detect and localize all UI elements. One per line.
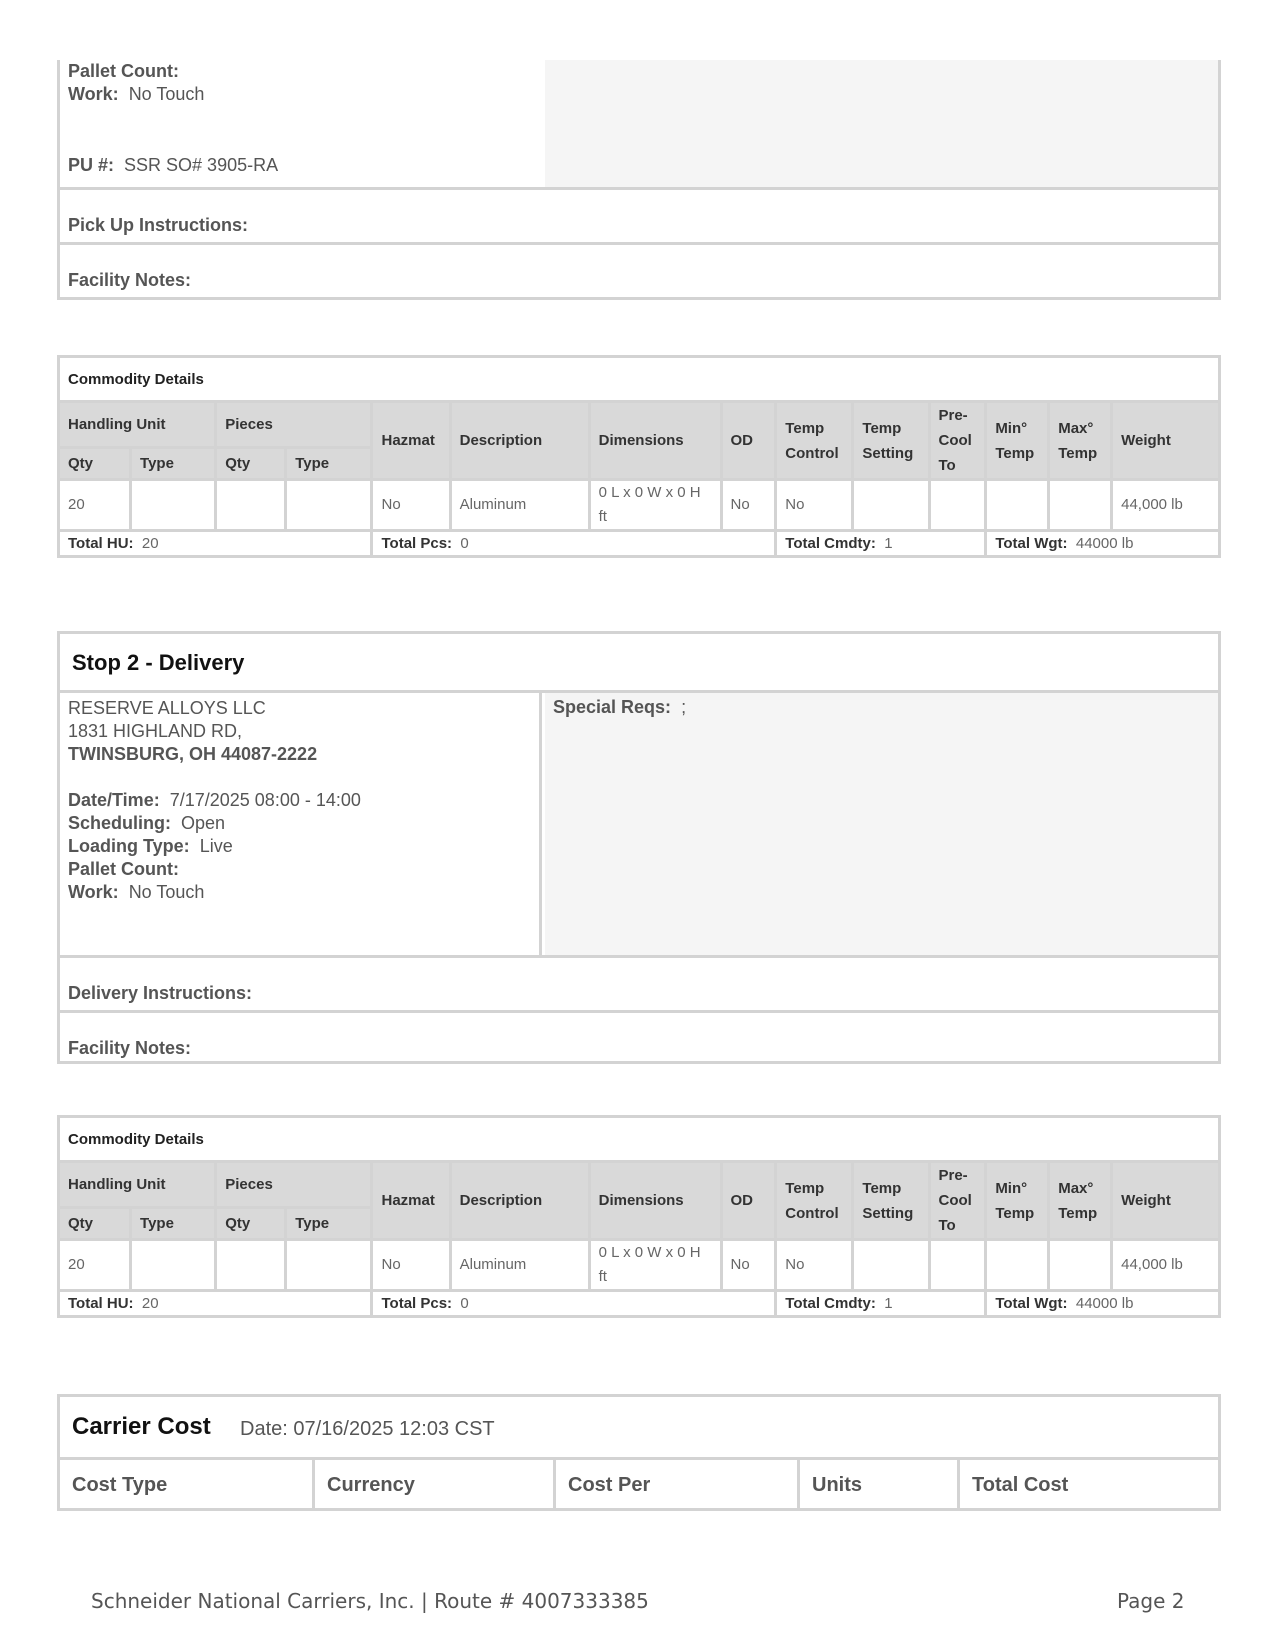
pallet-count-label: Pallet Count:: [68, 61, 179, 81]
work-line: [68, 881, 531, 904]
hazmat-cell: No: [372, 480, 450, 531]
weight-header: Weight: [1112, 402, 1220, 480]
dimensions-header: Dimensions: [589, 1162, 721, 1240]
datetime-label: Date/Time:: [68, 790, 160, 810]
address-line: 1831 HIGHLAND RD,: [68, 721, 243, 741]
stop2-section: [57, 631, 1221, 1064]
loading-value: Live: [199, 836, 233, 856]
stop1-special-panel: [545, 60, 1218, 187]
units-header: Units: [800, 1460, 960, 1511]
total-hu-value: 20: [141, 535, 159, 552]
special-reqs-value: ;: [681, 697, 687, 717]
scheduling-value: Open: [181, 813, 226, 833]
hu-type-header: Type: [131, 1208, 216, 1240]
od-cell: No: [721, 480, 776, 531]
commodity-table-2: [57, 1115, 1221, 1318]
pickup-instructions-label: Pick Up Instructions:: [68, 215, 249, 235]
pieces-header: Pieces: [216, 1162, 372, 1208]
currency-header: Currency: [315, 1460, 556, 1511]
total-pcs-value: 0: [460, 535, 469, 552]
pc-qty-cell: [216, 1240, 286, 1291]
temp-control-header: Temp Control: [776, 402, 853, 480]
total-cost-header: Total Cost: [972, 1474, 1069, 1496]
dimensions-cell: 0 L x 0 W x 0 H ft: [589, 480, 721, 531]
pc-type-header: Type: [286, 448, 372, 480]
total-pcs-value: 0: [460, 1295, 469, 1312]
od-header: OD: [721, 1162, 776, 1240]
cost-per-header: Cost Per: [556, 1460, 800, 1511]
od-cell: No: [721, 1240, 776, 1291]
dimensions-cell: 0 L x 0 W x 0 H ft: [589, 1240, 721, 1291]
table-row: [59, 1240, 1220, 1291]
spacer: [68, 766, 531, 789]
hu-type-header: Type: [131, 448, 216, 480]
total-wgt: [986, 531, 1220, 557]
hu-qty-cell: 20: [59, 1240, 131, 1291]
description-cell: Aluminum: [450, 480, 589, 531]
datetime-value: 7/17/2025 08:00 - 14:00: [169, 790, 361, 810]
description-header: Description: [450, 402, 589, 480]
hazmat-cell: No: [372, 1240, 450, 1291]
work-line: [68, 83, 550, 106]
facility-notes-label: Facility Notes:: [68, 1038, 192, 1058]
pc-qty-cell: [216, 480, 286, 531]
total-cmdty-label: Total Cmdty:: [785, 535, 876, 552]
pu-value: SSR SO# 3905-RA: [124, 155, 279, 175]
temp-control-cell: No: [776, 1240, 853, 1291]
weight-cell: 44,000 lb: [1112, 480, 1220, 531]
commodity-title: Commodity Details: [59, 1117, 1220, 1162]
min-temp-header: Min° Temp: [986, 402, 1049, 480]
precool-cell: [929, 1240, 986, 1291]
facility-notes-row: [60, 242, 1218, 297]
temp-setting-cell: [853, 1240, 929, 1291]
stop2-title: Stop 2 - Delivery: [72, 650, 245, 675]
total-wgt-label: Total Wgt:: [995, 535, 1068, 552]
pallet-count-line: [68, 858, 531, 881]
page-number: Page 2: [1117, 1589, 1185, 1613]
hazmat-header: Hazmat: [372, 1162, 450, 1240]
pc-qty-header: Qty: [216, 1208, 286, 1240]
temp-setting-cell: [853, 480, 929, 531]
min-temp-cell: [986, 1240, 1049, 1291]
work-value: No Touch: [128, 882, 205, 902]
max-temp-cell: [1049, 1240, 1112, 1291]
max-temp-cell: [1049, 480, 1112, 531]
footer-company-route: Schneider National Carriers, Inc. | Route # 4007333385: [91, 1589, 649, 1613]
hu-qty-header: Qty: [59, 448, 131, 480]
total-cmdty-value: 1: [884, 535, 893, 552]
pallet-count-line: [68, 60, 550, 83]
temp-control-cell: No: [776, 480, 853, 531]
dimensions-header: Dimensions: [589, 402, 721, 480]
total-hu-label: Total HU:: [68, 535, 134, 552]
city-state-zip: TWINSBURG, OH 44087-2222: [68, 744, 318, 764]
loading-label: Loading Type:: [68, 836, 190, 856]
total-pcs-label: Total Pcs:: [381, 1295, 453, 1312]
pc-type-header: Type: [286, 1208, 372, 1240]
total-wgt-value: 44000 lb: [1075, 535, 1134, 552]
datetime-line: [68, 789, 531, 812]
total-hu-label: Total HU:: [68, 1295, 134, 1312]
scheduling-label: Scheduling:: [68, 813, 171, 833]
max-temp-header: Max° Temp: [1049, 1162, 1112, 1240]
table-row: [59, 480, 1220, 531]
od-header: OD: [721, 402, 776, 480]
facility-notes-row: [60, 1010, 1218, 1065]
total-pcs-label: Total Pcs:: [381, 535, 453, 552]
total-wgt: [986, 1291, 1220, 1317]
hu-qty-cell: 20: [59, 480, 131, 531]
total-hu-value: 20: [141, 1295, 159, 1312]
temp-setting-header: Temp Setting: [853, 402, 929, 480]
total-pcs: [372, 1291, 776, 1317]
hu-type-cell: [131, 1240, 216, 1291]
precool-header: Pre-Cool To: [929, 1162, 986, 1240]
pieces-header: Pieces: [216, 402, 372, 448]
total-cmdty-value: 1: [884, 1295, 893, 1312]
description-cell: Aluminum: [450, 1240, 589, 1291]
total-cmdty: [776, 1291, 986, 1317]
weight-cell: 44,000 lb: [1112, 1240, 1220, 1291]
work-value: No Touch: [128, 84, 205, 104]
total-pcs: [372, 531, 776, 557]
total-wgt-value: 44000 lb: [1075, 1295, 1134, 1312]
pu-label: PU #:: [68, 155, 115, 175]
commodity-title: Commodity Details: [59, 357, 1220, 402]
delivery-instructions-label: Delivery Instructions:: [68, 983, 253, 1003]
total-hu: [59, 531, 372, 557]
stop2-address-block: [60, 693, 542, 955]
pallet-count-label: Pallet Count:: [68, 859, 179, 879]
max-temp-header: Max° Temp: [1049, 402, 1112, 480]
delivery-instructions-row: [60, 955, 1218, 1010]
totals-row: [59, 531, 1220, 557]
weight-header: Weight: [1112, 1162, 1220, 1240]
pc-type-cell: [286, 1240, 372, 1291]
precool-header: Pre-Cool To: [929, 402, 986, 480]
stop1-section: [57, 60, 1221, 300]
company-name: RESERVE ALLOYS LLC: [68, 698, 266, 718]
min-temp-cell: [986, 480, 1049, 531]
carrier-cost-columns: [60, 1460, 1218, 1511]
special-reqs-label: Special Reqs:: [553, 697, 672, 717]
stop1-details: [60, 60, 561, 187]
total-hu: [59, 1291, 372, 1317]
facility-notes-label: Facility Notes:: [68, 270, 192, 290]
carrier-cost-section: [57, 1394, 1221, 1511]
hu-qty-header: Qty: [59, 1208, 131, 1240]
work-label: Work:: [68, 882, 119, 902]
total-wgt-label: Total Wgt:: [995, 1295, 1068, 1312]
loading-line: [68, 835, 531, 858]
carrier-cost-date: Date: 07/16/2025 12:03 CST: [240, 1418, 495, 1440]
precool-cell: [929, 480, 986, 531]
pu-line: [68, 154, 278, 177]
pc-qty-header: Qty: [216, 448, 286, 480]
hu-type-cell: [131, 480, 216, 531]
handling-unit-header: Handling Unit: [59, 1162, 216, 1208]
stop2-header: [60, 634, 1218, 693]
min-temp-header: Min° Temp: [986, 1162, 1049, 1240]
carrier-cost-header: [60, 1397, 1218, 1460]
scheduling-line: [68, 812, 531, 835]
special-reqs-panel: [545, 693, 1218, 955]
total-cmdty: [776, 531, 986, 557]
description-header: Description: [450, 1162, 589, 1240]
work-label: Work:: [68, 84, 119, 104]
cost-type-header: Cost Type: [60, 1460, 315, 1511]
total-cmdty-label: Total Cmdty:: [785, 1295, 876, 1312]
temp-control-header: Temp Control: [776, 1162, 853, 1240]
carrier-cost-title: Carrier Cost: [72, 1413, 211, 1440]
commodity-table-1: [57, 355, 1221, 558]
hazmat-header: Hazmat: [372, 402, 450, 480]
pickup-instructions-row: [60, 187, 1218, 242]
totals-row: [59, 1291, 1220, 1317]
pc-type-cell: [286, 480, 372, 531]
temp-setting-header: Temp Setting: [853, 1162, 929, 1240]
handling-unit-header: Handling Unit: [59, 402, 216, 448]
